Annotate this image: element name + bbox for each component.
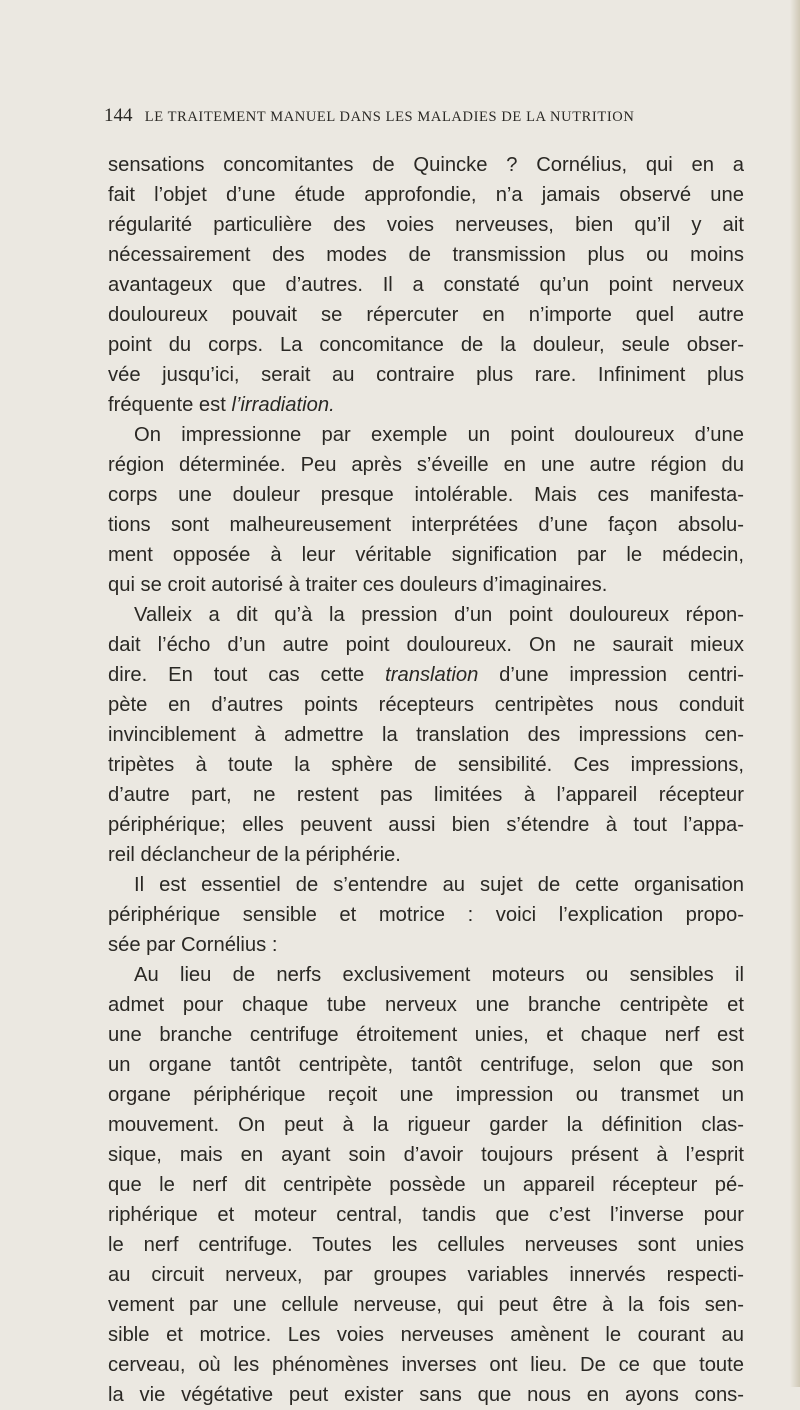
text-line: au circuit nerveux, par groupes variables innervés respecti- (108, 1264, 744, 1286)
italic-term-irradiation: l’irradiation. (231, 394, 335, 416)
text-line: douloureux pouvait se répercuter en n’importe quel autre (108, 304, 744, 326)
text-line: régularité particulière des voies nerveuses, bien qu’il y ait (108, 214, 744, 236)
text-line: admet pour chaque tube nerveux une branche centripète et (108, 994, 744, 1016)
text-line: avantageux que d’autres. Il a constaté qu’un point nerveux (108, 274, 744, 296)
text-line: la vie végétative peut exister sans que nous en ayons cons- (108, 1384, 744, 1406)
text-line: ment opposée à leur véritable signification par le médecin, (108, 544, 744, 566)
text-segment: fréquente est (108, 394, 232, 416)
text-line: riphérique et moteur central, tandis que c’est l’inverse pour (108, 1204, 744, 1226)
text-line: Il est essentiel de s’entendre au sujet de cette organisation (134, 874, 744, 896)
text-line: vée jusqu’ici, serait au contraire plus rare. Infiniment plus (108, 364, 744, 386)
text-segment: d’une impression centri- (478, 664, 744, 686)
text-line: que le nerf dit centripète possède un appareil récepteur pé- (108, 1174, 744, 1196)
running-title: LE TRAITEMENT MANUEL DANS LES MALADIES DE LA NUTRITION (144, 109, 635, 125)
text-line: le nerf centrifuge. Toutes les cellules nerveuses sont unies (108, 1234, 744, 1256)
text-line: tions sont malheureusement interprétées d’une façon absolu- (108, 514, 744, 536)
text-line: qui se croit autorisé à traiter ces douleurs d’imaginaires. (108, 574, 608, 596)
text-line: cerveau, où les phénomènes inverses ont lieu. De ce que toute (108, 1354, 744, 1376)
text-line: On impressionne par exemple un point douloureux d’une (134, 424, 744, 446)
text-line: mouvement. On peut à la rigueur garder la définition clas- (108, 1114, 744, 1136)
running-header (104, 105, 744, 127)
text-line: sensations concomitantes de Quincke ? Cornélius, qui en a (108, 154, 744, 176)
italic-term-translation: translation (385, 664, 479, 686)
text-line: Valleix a dit qu’à la pression d’un point douloureux répon- (134, 604, 744, 626)
text-line: une branche centrifuge étroitement unies, et chaque nerf est (108, 1024, 744, 1046)
text-line (108, 660, 744, 690)
body-text (108, 150, 744, 1410)
text-line: invinciblement à admettre la translation des impressions cen- (108, 724, 744, 746)
text-line: sée par Cornélius : (108, 934, 278, 956)
text-line: Au lieu de nerfs exclusivement moteurs ou sensibles il (134, 964, 744, 986)
text-line: organe périphérique reçoit une impression ou transmet un (108, 1084, 744, 1106)
text-line: région déterminée. Peu après s’éveille en une autre région du (108, 454, 744, 476)
text-line: tripètes à toute la sphère de sensibilité. Ces impressions, (108, 754, 744, 776)
text-segment: dire. En tout cas cette (108, 664, 386, 686)
text-line: pète en d’autres points récepteurs centripètes nous conduit (108, 694, 744, 716)
text-line: dait l’écho d’un autre point douloureux. On ne saurait mieux (108, 634, 744, 656)
text-line: sique, mais en ayant soin d’avoir toujours présent à l’esprit (108, 1144, 744, 1166)
text-line: vement par une cellule nerveuse, qui peut être à la fois sen- (108, 1294, 744, 1316)
text-line (108, 390, 744, 420)
text-line: corps une douleur presque intolérable. Mais ces manifesta- (108, 484, 744, 506)
text-line: fait l’objet d’une étude approfondie, n’a jamais observé une (108, 184, 744, 206)
text-line: un organe tantôt centripète, tantôt centrifuge, selon que son (108, 1054, 744, 1076)
page-number: 144 (104, 105, 133, 126)
text-line: périphérique; elles peuvent aussi bien s’étendre à tout l’appa- (108, 814, 744, 836)
text-line: point du corps. La concomitance de la douleur, seule obser- (108, 334, 744, 356)
text-line: nécessairement des modes de transmission plus ou moins (108, 244, 744, 266)
text-line: d’autre part, ne restent pas limitées à l’appareil récepteur (108, 784, 744, 806)
text-line: reil déclancheur de la périphérie. (108, 844, 401, 866)
page-edge-shadow (790, 0, 800, 1387)
text-line: périphérique sensible et motrice : voici l’explication propo- (108, 904, 744, 926)
text-line: sible et motrice. Les voies nerveuses amènent le courant au (108, 1324, 744, 1346)
